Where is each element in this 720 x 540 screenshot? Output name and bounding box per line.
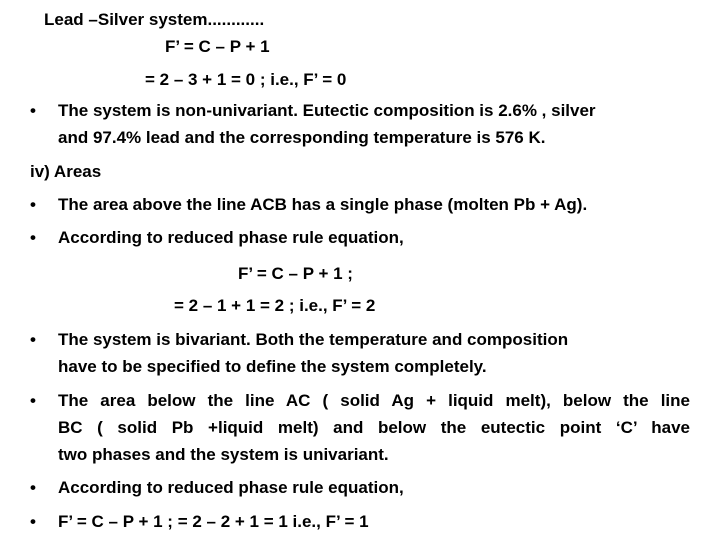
bullet-5-line-3: two phases and the system is univariant.: [58, 445, 389, 464]
bullet-1-line-1: The system is non-univariant. Eutectic composition is 2.6% , silver: [58, 101, 596, 120]
section-heading: iv) Areas: [30, 162, 102, 181]
bullet-marker: •: [30, 101, 36, 120]
equation-1-result: = 2 – 3 + 1 = 0 ; i.e., F’ = 0: [145, 70, 347, 89]
bullet-7-text: F’ = C – P + 1 ; = 2 – 2 + 1 = 1 i.e., F’ = 1: [58, 512, 369, 531]
bullet-4-line-1: The system is bivariant. Both the temperature and composition: [58, 330, 569, 349]
bullet-marker: •: [30, 478, 36, 497]
bullet-5-line-1: The area below the line AC ( solid Ag + liquid melt), below the line: [58, 391, 690, 410]
equation-2-result: = 2 – 1 + 1 = 2 ; i.e., F’ = 2: [174, 296, 376, 315]
bullet-marker: •: [30, 228, 36, 247]
equation-1: F’ = C – P + 1: [165, 37, 270, 56]
bullet-marker: •: [30, 195, 36, 214]
bullet-1-line-2: and 97.4% lead and the corresponding temperature is 576 K.: [58, 128, 546, 147]
bullet-marker: •: [30, 391, 36, 410]
equation-2: F’ = C – P + 1 ;: [238, 264, 353, 283]
bullet-marker: •: [30, 512, 36, 531]
bullet-5-line-2: BC ( solid Pb +liquid melt) and below the eutectic point ‘C’ have: [58, 418, 690, 437]
bullet-3-text: According to reduced phase rule equation,: [58, 228, 404, 247]
bullet-6-text: According to reduced phase rule equation,: [58, 478, 404, 497]
bullet-4-line-2: have to be specified to define the system completely.: [58, 357, 487, 376]
bullet-2-text: The area above the line ACB has a single phase (molten Pb + Ag).: [58, 195, 588, 214]
slide-title: Lead –Silver system............: [44, 10, 265, 29]
bullet-marker: •: [30, 330, 36, 349]
